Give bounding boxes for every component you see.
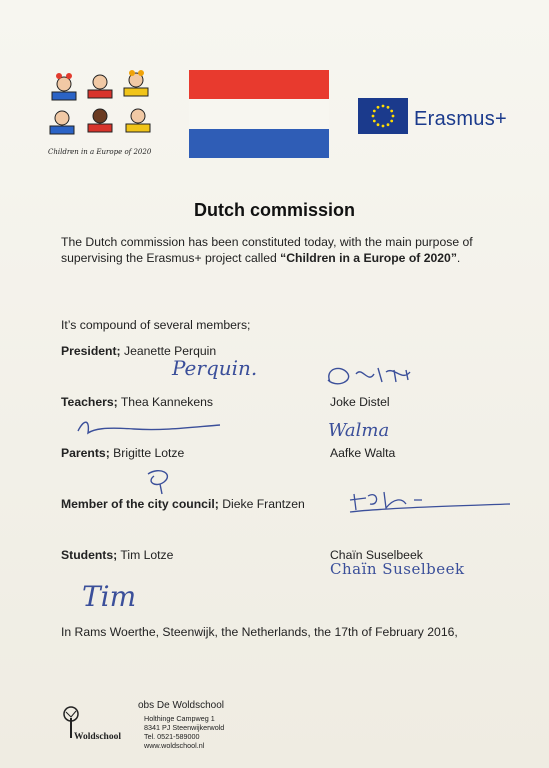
closing-line: In Rams Woerthe, Steenwijk, the Netherlands, the 17th of February 2016, (61, 625, 458, 639)
students-name: Tim Lotze (120, 548, 174, 562)
parents-name: Brigitte Lotze (113, 446, 185, 460)
student-second-name: Chaïn Suselbeek (330, 548, 423, 562)
flag-red-band (189, 70, 329, 99)
kannekens-signature-icon (74, 415, 224, 439)
walta-signature: Walma (328, 420, 390, 441)
teacher-second-name: Joke Distel (330, 395, 390, 409)
school-name: obs De Woldschool (138, 700, 224, 711)
parents-line (61, 446, 184, 460)
school-stamp (62, 696, 262, 756)
woldschool-logo-text: Woldschool (74, 732, 121, 742)
president-name: Jeanette Perquin (124, 344, 217, 358)
council-name: Dieke Frantzen (222, 497, 305, 511)
suselbeek-signature: Chaïn Suselbeek (330, 560, 465, 578)
compound-line: It’s compound of several members; (61, 318, 251, 332)
intro-end: . (456, 251, 461, 265)
address-line: Holthinge Campweg 1 (144, 714, 215, 723)
frantzen-signature-icon (344, 484, 514, 518)
logo-caption: Children in a Europe of 2020 (48, 148, 152, 156)
project-name: “Children in a Europe of 2020” (280, 251, 457, 265)
flag-blue-band (189, 129, 329, 158)
erasmus-logo (358, 98, 518, 138)
school-address (144, 714, 224, 750)
council-role: Member of the city council; (61, 497, 219, 511)
council-line (61, 497, 305, 511)
teachers-name: Thea Kannekens (120, 395, 214, 409)
intro-text: The Dutch commission has been constituted today, with the main purpose of supervising the Erasmus+ project called (61, 235, 473, 265)
lotze-signature-icon (140, 466, 180, 496)
page-title: Dutch commission (193, 200, 356, 220)
distel-signature-icon (322, 360, 422, 392)
tim-signature: Tim (82, 580, 137, 613)
students-line (61, 548, 173, 562)
address-line: Tel. 0521-589000 (144, 732, 200, 741)
president-signature: Perquin. (172, 356, 258, 380)
children-figures-icon (42, 68, 160, 150)
dutch-flag (189, 70, 329, 164)
intro-paragraph (61, 234, 501, 266)
students-role: Students; (61, 548, 118, 562)
address-line: www.woldschool.nl (144, 741, 205, 750)
flag-white-band (189, 99, 329, 128)
parent-second-name: Aafke Walta (330, 446, 396, 460)
children-in-europe-logo (42, 68, 160, 160)
eu-flag-icon (358, 98, 408, 134)
teachers-line (61, 395, 213, 409)
address-line: 8341 PJ Steenwijkerwold (144, 723, 225, 732)
teachers-role: Teachers; (61, 395, 118, 409)
erasmus-label: Erasmus+ (414, 108, 507, 130)
parents-role: Parents; (61, 446, 110, 460)
president-role: President; (61, 344, 121, 358)
